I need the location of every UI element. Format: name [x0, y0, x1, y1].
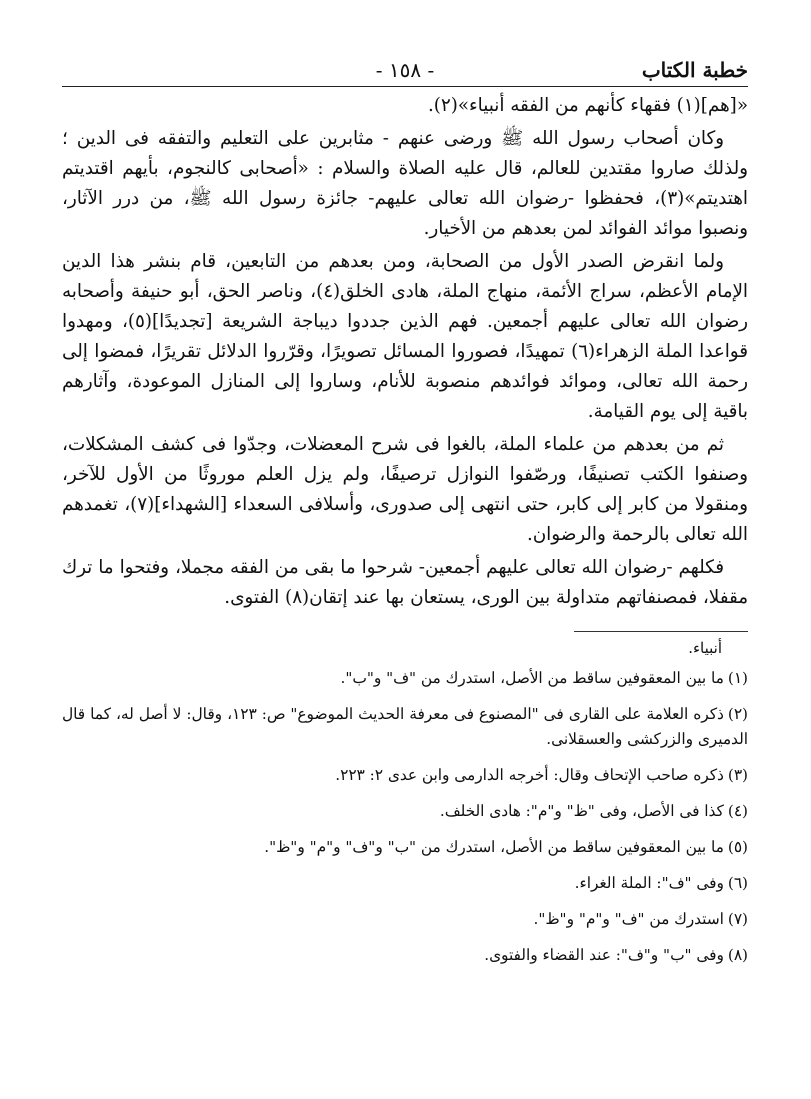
footnote-number: (٣): [727, 766, 748, 784]
running-title: خطبة الكتاب: [641, 58, 748, 82]
paragraph-5: فكلهم -رضوان الله تعالى عليهم أجمعين- شرحوا ما بقى من الفقه مجملا، وفتحوا ما ترك مقفلا، فمصنفاتهم متداولة بين الورى، يستعان بها عند إتقان(٨) الفتوى.: [62, 557, 748, 608]
footnote-number: (٨): [727, 946, 748, 964]
footnote-text: ما بين المعقوفين ساقط من الأصل، استدرك من "ب" و"ف" و"م" و"ظ".: [264, 838, 724, 856]
footnote-separator: [574, 631, 748, 632]
paragraph-1: «[هم](١) فقهاء كأنهم من الفقه أنبياء»(٢).: [427, 95, 748, 116]
footnote-number: (١): [727, 669, 748, 687]
footnotes: [62, 666, 748, 968]
main-text: [62, 91, 748, 613]
footnote-number: (٤): [727, 802, 748, 820]
footnote-2: [62, 702, 748, 752]
paragraph-3: ولما انقرض الصدر الأول من الصحابة، ومن بعدهم من التابعين، قام بنشر هذا الدين الإمام الأعظم، سراج الأئمة، منهاج الملة، هادى الخلق(٤)، وناصر الحق، أبو حنيفة وأصحابه رضوان الله تعالى عليهم أجمعين. فهم الذين جددوا ديباجة الشريعة [تجديدًا](٥)، ومهدوا قواعدا الملة الزهراء(٦) تمهيدًا، فصوروا المسائل تصويرًا، وقرّروا الدلائل تقريرًا، فمضوا إلى رحمة الله تعالى، وموائد فوائدهم منصوبة للأنام، وساروا إلى المنازل الموعودة، وآثارهم باقية إلى يوم القيامة.: [62, 251, 748, 422]
page-number: - ١٥٨ -: [375, 58, 435, 82]
footnote-number: (٢): [727, 705, 749, 723]
page: [62, 56, 748, 979]
footnote-number: (٧): [727, 910, 748, 928]
footnote-7: [62, 907, 748, 932]
footnote-text: ذكره صاحب الإتحاف وقال: أخرجه الدارمى وابن عدى ٢: ٢٢٣.: [335, 766, 724, 784]
footnote-8: [62, 943, 748, 968]
footnote-4: [62, 799, 748, 824]
footnote-1: [62, 666, 748, 691]
footnote-3: [62, 763, 748, 788]
paragraph-4: ثم من بعدهم من علماء الملة، بالغوا فى شرح المعضلات، وجدّوا فى كشف المشكلات، وصنفوا الكتب تصنيفًا، ورصّفوا النوازل ترصيفًا، ولم يزل العلم موروثًا من الأول للآخر، ومنقولا من كابر إلى كابر، حتى انتهى إلى صدورى، وأسلافى السعداء [الشهداء](٧)، تغمدهم الله تعالى بالرحمة والرضوان.: [62, 434, 748, 545]
footnote-text: وفى "ب" و"ف": عند القضاء والفتوى.: [484, 946, 724, 964]
footnote-6: [62, 871, 748, 896]
paragraph-2: وكان أصحاب رسول الله ﷺ ورضى عنهم - مثابرين على التعليم والتفقه فى الدين ؛ ولذلك صاروا مقتدين للعالم، قال عليه الصلاة والسلام : «أصحابى كالنجوم، بأيهم اقتديتم اهتديتم»(٣)، فحفظوا -رضوان الله تعالى عليهم- جائزة رسول الله ﷺ، من درر الآثار، ونصبوا موائد الفوائد لمن بعدهم من الأخيار.: [62, 128, 748, 239]
footnote-text: كذا فى الأصل، وفى "ظ" و"م": هادى الخلف.: [439, 802, 724, 820]
footnote-number: (٦): [727, 874, 748, 892]
footnote-text: وفى "ف": الملة الغراء.: [574, 874, 724, 892]
footnote-text: استدرك من "ف" و"م" و"ظ".: [533, 910, 724, 928]
footnote-number: (٥): [727, 838, 748, 856]
footnote-text: ذكره العلامة على القارى فى "المصنوع فى معرفة الحديث الموضوع" ص: ١٢٣، وقال: لا أصل له، كما قال الدميرى والزركشى والعسقلانى.: [62, 705, 748, 748]
footnote-continuation: أنبياء.: [688, 639, 722, 657]
footnote-text: ما بين المعقوفين ساقط من الأصل، استدرك من "ف" و"ب".: [340, 669, 724, 687]
footnote-5: [62, 835, 748, 860]
page-header: [62, 56, 748, 87]
